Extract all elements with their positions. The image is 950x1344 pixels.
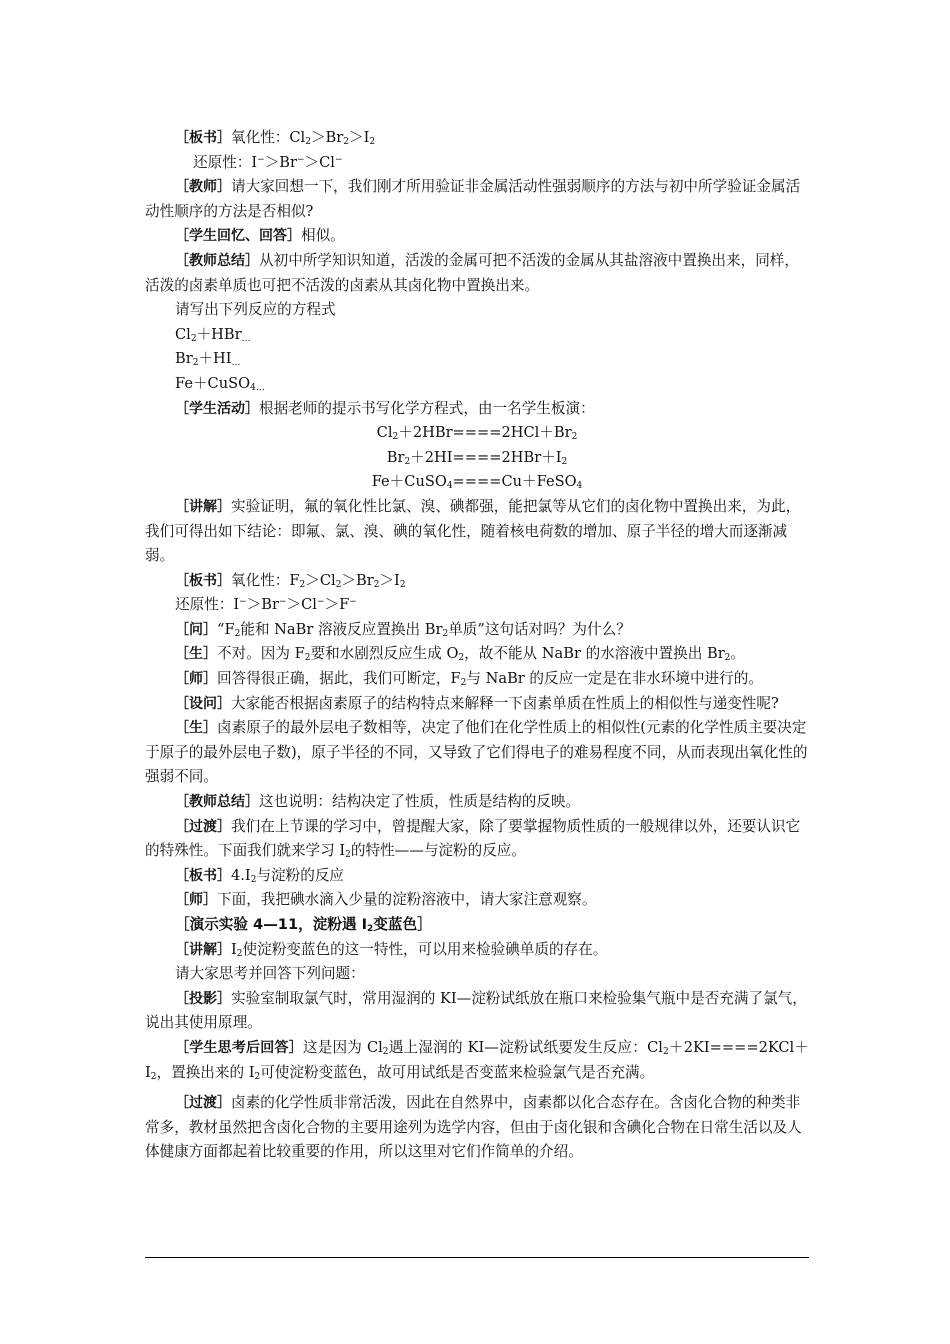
board-oxidizing: ［板书］氧化性：$Cl_2>Br_2>I_2$	[175, 129, 376, 147]
lecture-starch: ［讲解$]I_2$使淀粉变蓝色的这一特性，可以用来检验碘单质的存在。	[175, 940, 608, 959]
teacher-demo: ［师］下面，我把碘水滴入少量的淀粉溶液中，请大家注意观察。	[175, 891, 597, 909]
inquiry: ［设问］大家能否根据卤素原子的结构特点来解释一下卤素单质在性质上的相似性与递变性呢?	[175, 694, 779, 712]
teacher-question: ［教师］请大家回想一下，我们刚才所用验证非金属活动性强弱顺序的方法与初中所学验证金属活动性顺序的方法是否相似?	[145, 178, 801, 220]
board-reducing-full: 还原性：I−＞Br−＞Cl−＞F−	[175, 596, 357, 614]
student-think-answer: ［学生思考后回答］这是因为 $Cl_2$遇上湿润的 KI—淀粉试纸要发生反应：$Cl_2+2KI====2KCl+I_2$，置换出来的 $I_2$可使淀粉变蓝色，故可用试纸是否变蓝来检验氯气是否充满。	[145, 1038, 809, 1082]
write-equations-prompt: 请写出下列反应的方程式	[175, 301, 336, 319]
student-reply-f2: ［生］不对。因为 $F_2$要和水剧烈反应生成 $O_2$，故不能从 NaBr 的水溶液中置换出 $Br_2$。	[175, 645, 746, 664]
teacher-confirm: ［师］回答得很正确，据此，我们可断定，$F_2$与 NaBr 的反应一定是在非水环境中进行的。	[175, 670, 763, 689]
demo-experiment-heading: ［演示实验 4—11，淀粉遇 $I_2$变蓝色］	[175, 916, 432, 934]
teacher-summary-structure: ［教师总结］这也说明：结构决定了性质，性质是结构的反映。	[175, 793, 581, 811]
reaction-3: Fe＋CuSO$_4$====Cu＋FeSO$_4$	[371, 473, 583, 492]
equation-prompt-2: $Br_2+HI_\dots$	[175, 350, 241, 369]
student-answer: ［学生回忆、回答］相似。	[175, 227, 345, 245]
equation-prompt-1: $Cl_2+HBr_\dots$	[175, 325, 251, 344]
student-explanation: ［生］卤素原子的最外层电子数相等，决定了他们在化学性质上的相似性(元素的化学性质主要决定于原子的最外层电子数)，原子半径的不同，又导致了它们得电子的难易程度不同，从而表现出氧化性的强弱不同。	[145, 719, 808, 786]
board-oxidizing-full: ［板书］氧化性：$F_2>Cl_2>Br_2>I_2$	[175, 571, 406, 590]
student-activity: ［学生活动］根据老师的提示书写化学方程式，由一名学生板演：	[175, 399, 595, 417]
projection-question: ［投影］实验室制取氯气时，常用湿润的 KI—淀粉试纸放在瓶口来检验集气瓶中是否充满了氯气，说出其使用原理。	[145, 989, 807, 1032]
reaction-1: $Cl_2+2HBr====2HCl+Br_2$	[376, 424, 578, 443]
think-prompt: 请大家思考并回答下列问题：	[175, 965, 365, 983]
lecture-fluorine: ［讲解］实验证明，氟的氧化性比氯、溴、碘都强，能把氯等从它们的卤化物中置换出来，为此，我们可得出如下结论：即氟、氯、溴、碘的氧化性，随着核电荷数的增加、原子半径的增大而逐渐减弱。	[145, 497, 801, 565]
document-body	[145, 126, 809, 1165]
board-iodine-starch: ［板书$]4.I_2$与淀粉的反应	[175, 866, 345, 885]
board-reducing: 还原性：I−＞Br−＞Cl−	[193, 153, 343, 171]
teacher-summary: ［教师总结］从初中所学知识知道，活泼的金属可把不活泼的金属从其盐溶液中置换出来，同样，活泼的卤素单质也可把不活泼的卤素从其卤化物中置换出来。	[145, 251, 799, 294]
reaction-2: $Br_2+2HI====2HBr+I_2$	[386, 448, 568, 467]
equation-prompt-3: Fe＋CuSO$_{4\dots}$	[175, 374, 265, 393]
transition-halides: ［过渡］卤素的化学性质非常活泼，因此在自然界中，卤素都以化合态存在。含卤化合物的种类非常多，教材虽然把含卤化合物的主要用途列为选学内容，但由于卤化银和含碘化合物在日常生活以及人体健康方面都起着比较重要的作用，所以这里对它们作简单的介绍。	[145, 1094, 802, 1161]
question-f2: ［问$]“F_2$能和 NaBr 溶液反应置换出 $Br_2$单质”这句话对吗？为什么？	[175, 620, 631, 639]
transition-iodine: ［过渡］我们在上节课的学习中，曾提醒大家，除了要掌握物质性质的一般规律以外，还要认识它的特殊性。下面我们就来学习 $I_2$的特性——与淀粉的反应。	[145, 817, 801, 861]
footer-rule	[145, 1257, 809, 1258]
